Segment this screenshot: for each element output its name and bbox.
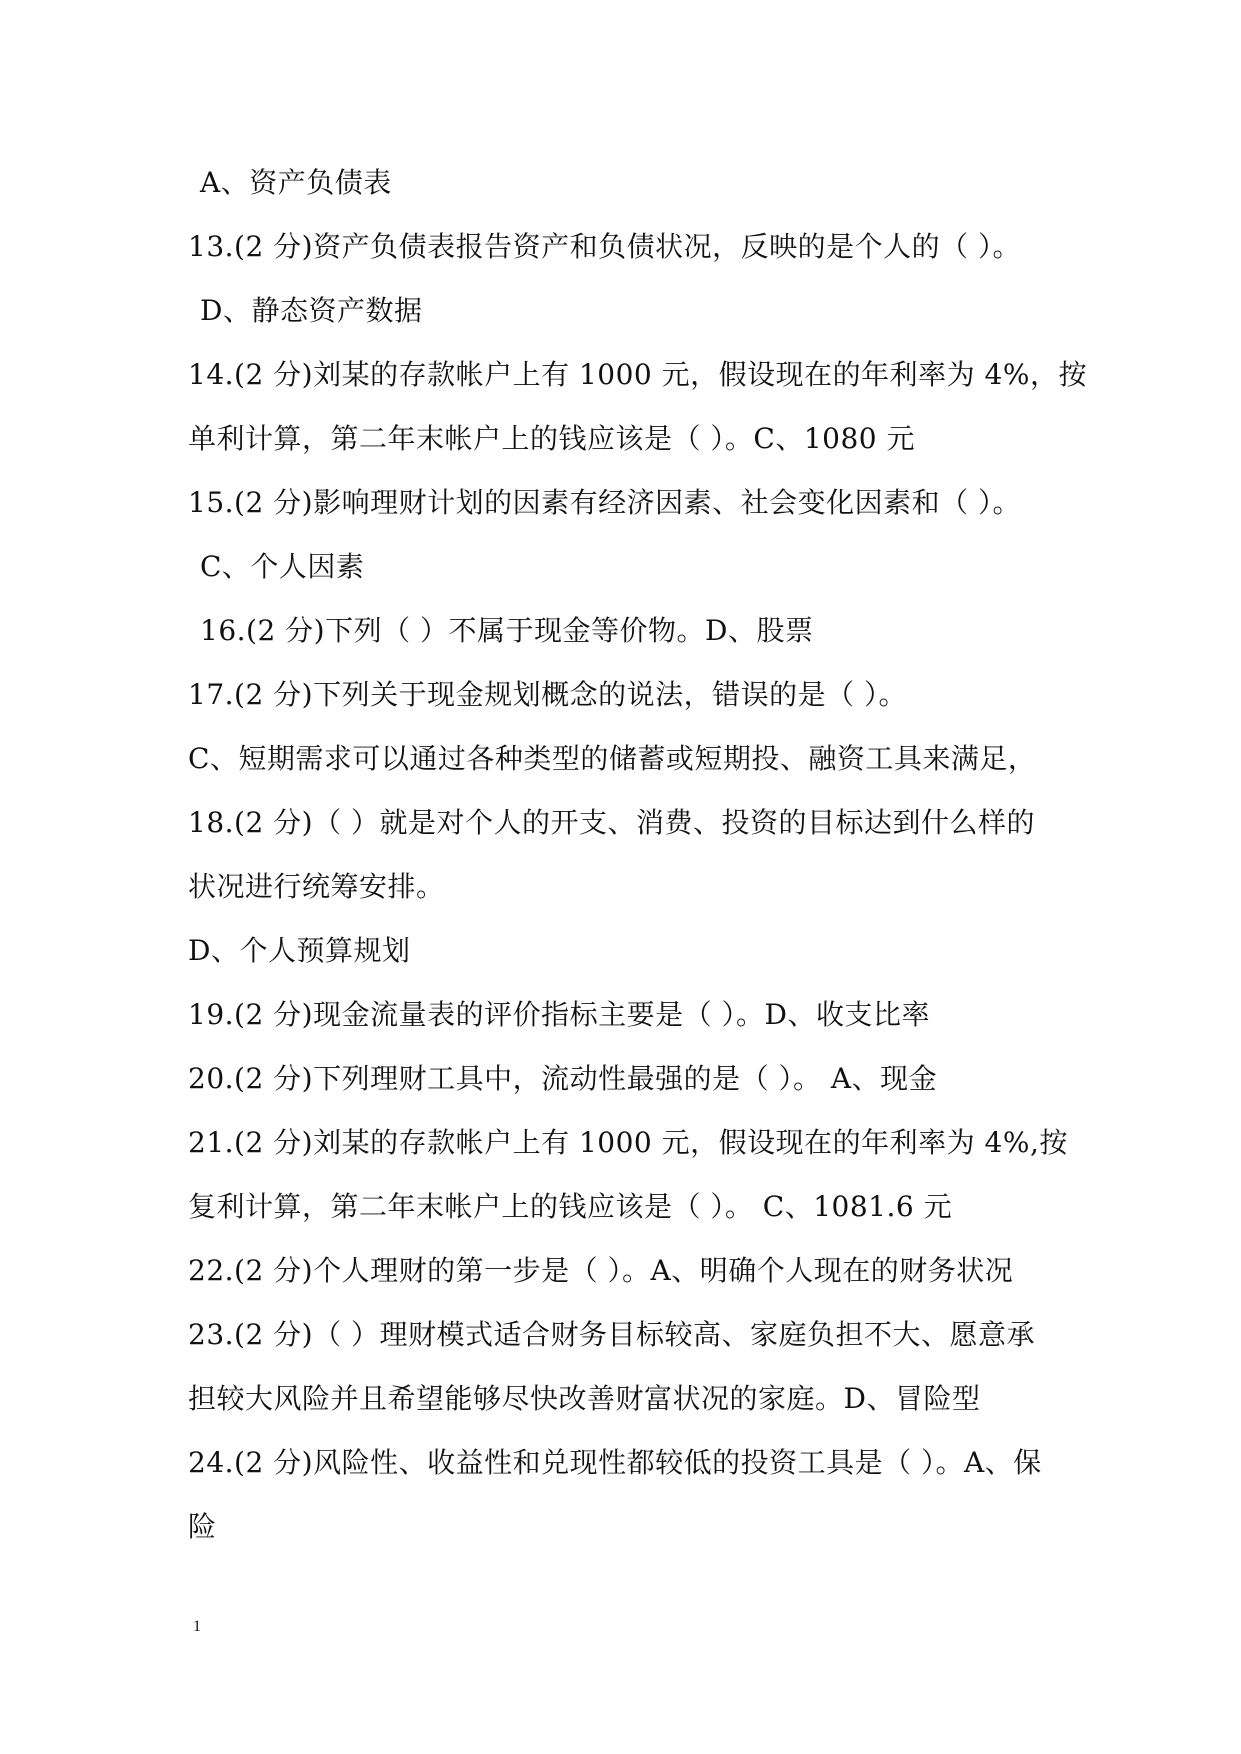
text-line-3: D、静态资产数据	[200, 294, 423, 327]
text-line-22: 险	[188, 1510, 217, 1543]
text-line-18: 22.(2 分)个人理财的第一步是（ ）。A、明确个人现在的财务状况	[188, 1254, 1014, 1287]
text-line-20: 担较大风险并且希望能够尽快改善财富状况的家庭。D、冒险型	[188, 1382, 981, 1415]
text-line-16: 21.(2 分)刘某的存款帐户上有 1000 元，假设现在的年利率为 4%,按	[188, 1126, 1068, 1159]
text-line-17: 复利计算，第二年末帐户上的钱应该是（ ）。 C、1081.6 元	[188, 1190, 953, 1223]
text-line-5: 单利计算，第二年末帐户上的钱应该是（ ）。C、1080 元	[188, 422, 915, 455]
text-line-12: 状况进行统筹安排。	[188, 870, 445, 903]
text-line-9: 17.(2 分)下列关于现金规划概念的说法，错误的是（ ）。	[188, 678, 907, 711]
text-line-7: C、个人因素	[200, 550, 365, 583]
text-line-2: 13.(2 分)资产负债表报告资产和负债状况，反映的是个人的（ ）。	[188, 230, 1021, 263]
page-number: 1	[193, 1618, 201, 1635]
text-line-1: A、资产负债表	[200, 166, 392, 199]
text-line-15: 20.(2 分)下列理财工具中，流动性最强的是（ ）。 A、现金	[188, 1062, 938, 1095]
text-line-10: C、短期需求可以通过各种类型的储蓄或短期投、融资工具来满足，	[188, 742, 1037, 775]
text-line-19: 23.(2 分)（ ）理财模式适合财务目标较高、家庭负担不大、愿意承	[188, 1318, 1035, 1351]
text-line-8: 16.(2 分)下列（ ）不属于现金等价物。D、股票	[200, 614, 814, 647]
text-line-11: 18.(2 分)（ ）就是对个人的开支、消费、投资的目标达到什么样的	[188, 806, 1035, 839]
text-line-4: 14.(2 分)刘某的存款帐户上有 1000 元，假设现在的年利率为 4%，按	[188, 358, 1087, 391]
text-line-14: 19.(2 分)现金流量表的评价指标主要是（ ）。D、收支比率	[188, 998, 930, 1031]
text-line-6: 15.(2 分)影响理财计划的因素有经济因素、社会变化因素和（ ）。	[188, 486, 1021, 519]
text-line-21: 24.(2 分)风险性、收益性和兑现性都较低的投资工具是（ ）。A、保	[188, 1446, 1042, 1479]
text-line-13: D、个人预算规划	[188, 934, 411, 967]
